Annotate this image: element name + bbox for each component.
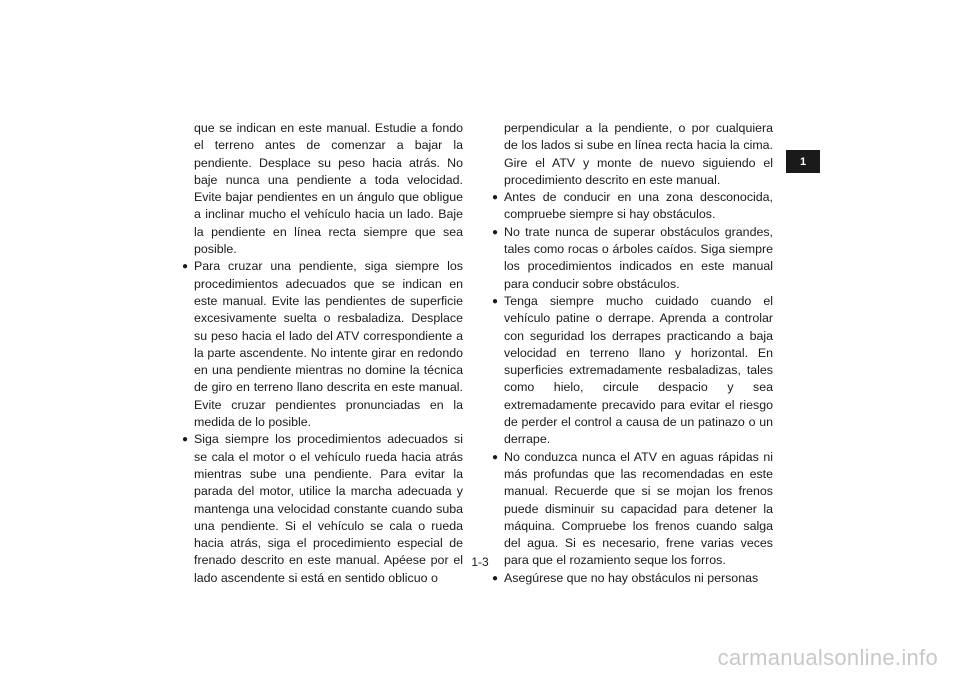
left-column: [182, 120, 463, 587]
bullet-text: Para cruzar una pendiente, siga siempre los procedimientos adecuados que se indican en este manual. Evite las pendientes de superficie excesivamente suelta o resbaladiza. Desplace su peso hacia el lado del ATV correspondiente a la parte ascendente. No intente girar en redondo en una pendiente mientras no domine la técnica de giro en terreno llano descrita en este manual. Evite cruzar pendientes pronunciadas en la medida de lo posible.: [194, 259, 463, 430]
bullet-item: [492, 224, 773, 293]
bullet-icon: ●: [492, 572, 499, 584]
bullet-text: No trate nunca de superar obstáculos grandes, tales como rocas o árboles caídos. Siga siempre los procedimientos indicados en este manual para conducir sobre obstáculos.: [504, 224, 773, 291]
bullet-text: Siga siempre los procedimientos adecuados si se cala el motor o el vehículo rueda hacia atrás mientras sube una pendiente. Para evitar la parada del motor, utilice la marcha adecuada y mantenga una velocidad constante cuando suba una pendiente. Si el vehículo se cala o rueda hacia atrás, siga el procedimiento especial de frenado descrito en este manual. Apéese por el lado ascendente si está en sentido oblicuo o: [194, 432, 463, 585]
bullet-text: Tenga siempre mucho cuidado cuando el vehículo patine o derrape. Aprenda a controlar con seguridad los derrapes practicando a baja velocidad en terreno llano y horizontal. En superficies extremadamente resbaladizas, tales como hielo, circule despacio y sea extremadamente precavido para evitar el riesgo de perder el control a causa de un patinazo o un derrape.: [504, 293, 773, 447]
right-column: [492, 120, 773, 587]
bullet-text: Asegúrese que no hay obstáculos ni personas: [504, 570, 759, 585]
bullet-icon: ●: [492, 295, 499, 307]
paragraph: que se indican en este manual. Estudie a fondo el terreno antes de comenzar a bajar la pendiente. Desplace su peso hacia atrás. No baje nunca una pendiente a toda velocidad. Evite bajar pendientes en un ángulo que obligue a inclinar mucho el vehículo hacia un lado. Baje la pendiente en línea recta siempre que sea posible.: [194, 121, 463, 257]
chapter-tab: 1: [786, 150, 820, 173]
bullet-item: [492, 449, 773, 570]
bullet-icon: ●: [182, 434, 189, 446]
bullet-icon: ●: [492, 226, 499, 238]
bullet-item: [182, 258, 463, 431]
bullet-item: [492, 570, 773, 587]
paragraph: perpendicular a la pendiente, o por cualquiera de los lados si sube en línea recta hacia la cima. Gire el ATV y monte de nuevo siguiendo el procedimiento descrito en este manual.: [504, 121, 773, 187]
bullet-icon: ●: [492, 451, 499, 463]
bullet-text: No conduzca nunca el ATV en aguas rápidas ni más profundas que las recomendadas en este manual. Recuerde que si se mojan los frenos puede disminuir su capacidad para detener la máquina. Compruebe los frenos cuando salga del agua. Si es necesario, frene varias veces para que el rozamiento seque los forros.: [504, 449, 773, 568]
bullet-icon: ●: [182, 261, 189, 273]
watermark: carmanualsonline.info: [717, 645, 938, 670]
bullet-icon: ●: [492, 192, 499, 204]
page-number: 1-3: [471, 555, 489, 569]
bullet-text: Antes de conducir en una zona desconocida, compruebe siempre si hay obstáculos.: [504, 190, 773, 222]
bullet-item: [492, 293, 773, 449]
bullet-item: [492, 189, 773, 224]
